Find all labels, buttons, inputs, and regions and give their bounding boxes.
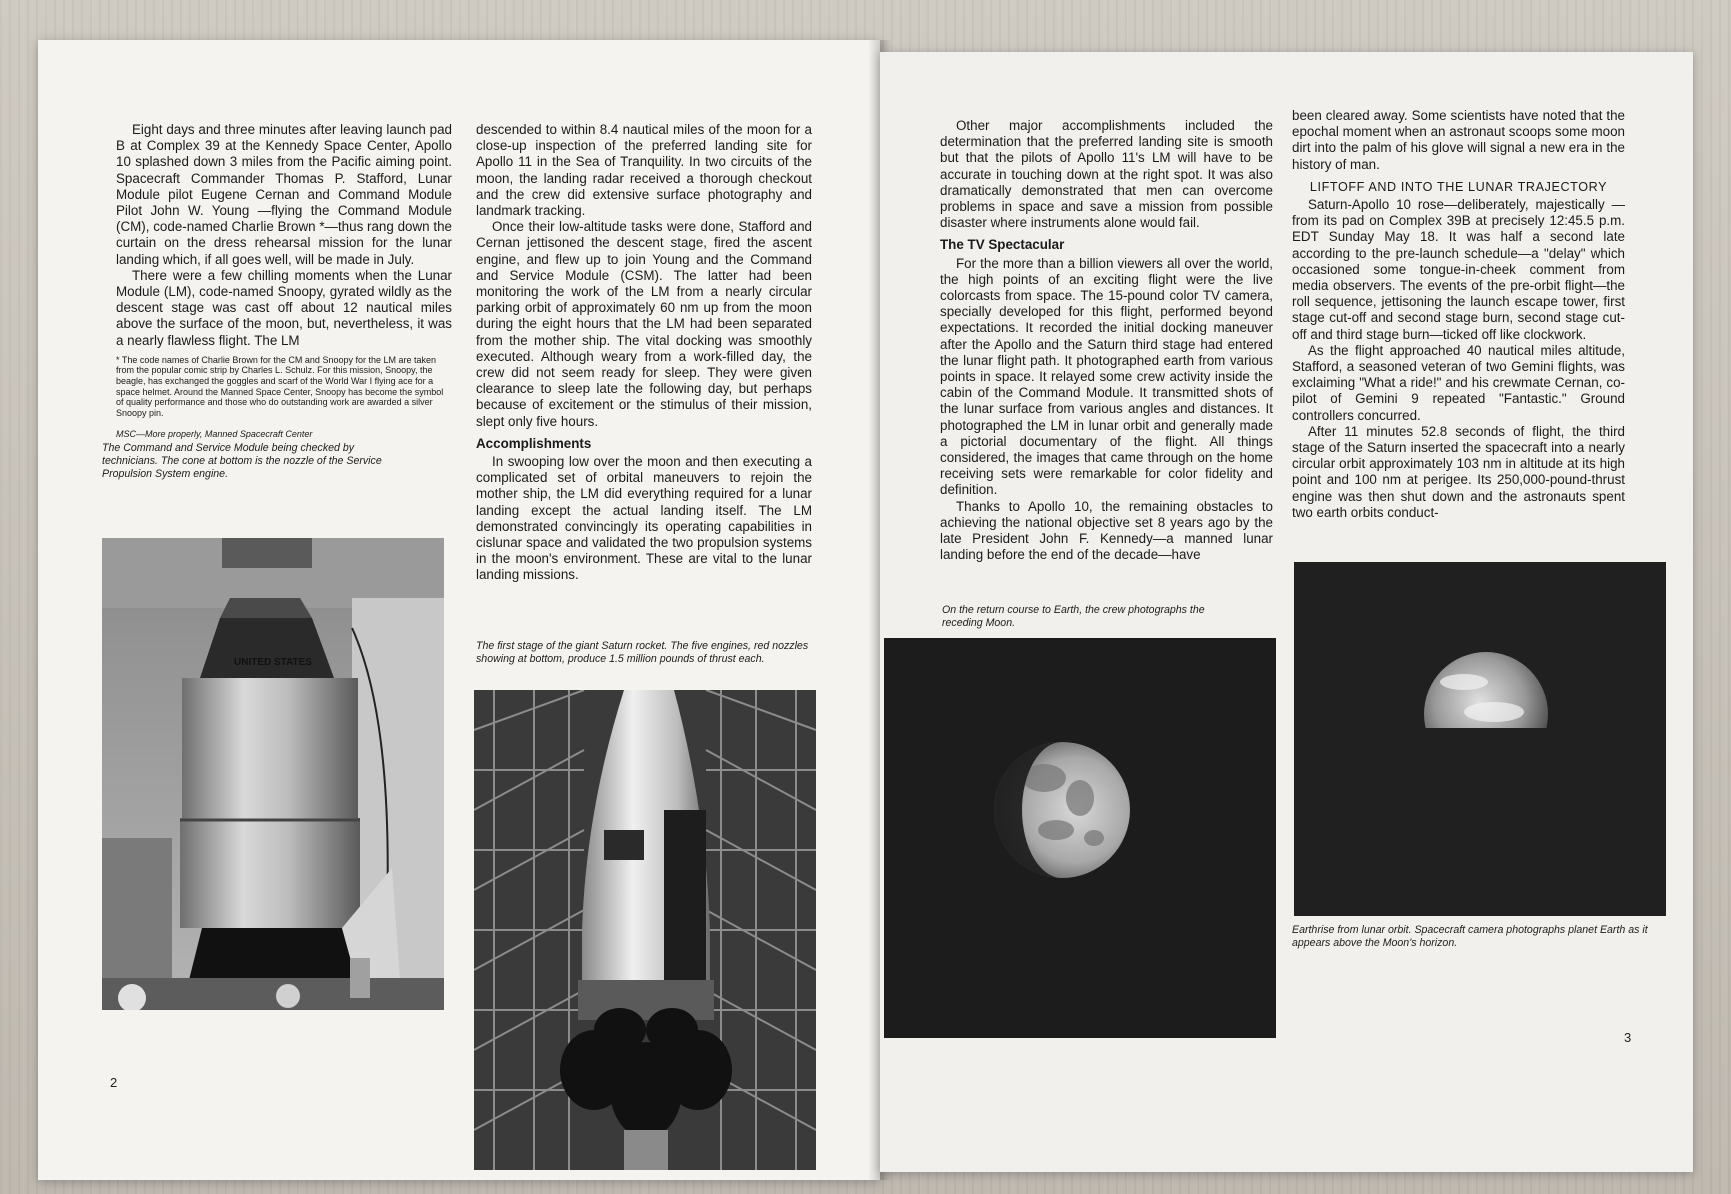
paragraph: As the flight approached 40 nautical miles altitude, Stafford, a seasoned veteran of two Gemini flights, was exclaiming "What a ride!" and his crewmate Cernan, co-pilot of Gemini 9 repeated "Fantastic." Ground controllers concurred. — [1292, 342, 1625, 423]
caption-moon: On the return course to Earth, the crew photographs the receding Moon. — [942, 604, 1205, 629]
right-column-2 — [1292, 108, 1625, 521]
paragraph: There were a few chilling moments when the Lunar Module (LM), code-named Snoopy, gyrated wildly as the descent stage was cast off about 12 nautical miles above the surface of the moon, but, nevertheless, it was a nearly flawless flight. The LM — [116, 267, 452, 348]
earthrise-photo — [1294, 562, 1666, 916]
heading-liftoff: LIFTOFF AND INTO THE LUNAR TRAJECTORY — [1309, 179, 1608, 194]
left-column-2 — [476, 122, 812, 584]
right-page — [880, 52, 1693, 1172]
paragraph: Thanks to Apollo 10, the remaining obstacles to achieving the national objective set 8 years ago by the late President John F. Kennedy—a manned lunar landing before the end of the decade—have — [940, 498, 1273, 563]
heading-tv-spectacular: The TV Spectacular — [940, 237, 1065, 253]
footnote-msc: MSC—More properly, Manned Spacecraft Center — [116, 429, 313, 440]
paragraph: descended to within 8.4 nautical miles of the moon for a close-up inspection of the preferred landing site for Apollo 11 in the Sea of Tranquility. In two circuits of the moon, the landing radar received a thorough checkout and the crew did extensive surface photography and landmark tracking. — [476, 122, 812, 219]
paragraph: Saturn-Apollo 10 rose—deliberately, majestically —from its pad on Complex 39B at precisely 12:45.5 p.m. EDT Sunday May 18. It was half a second late according to the pre-launch schedule—a "delay" which occasioned some tongue-in-cheek comment from media observers. The events of the pre-orbit flight—the roll sequence, jettisoning the launch escape tower, first stage cut-off and second stage burn, second stage cut-off and third stage burn—ticked off like clockwork. — [1292, 197, 1625, 342]
page-number-right: 3 — [1624, 1030, 1632, 1045]
saturn-rocket-photo — [474, 690, 816, 1170]
cm-label: UNITED STATES — [234, 657, 312, 668]
left-column-1 — [116, 122, 452, 443]
paragraph: In swooping low over the moon and then executing a complicated set of orbital maneuvers to rejoin the mother ship, the LM did everything required for a lunar landing except the actual landing itself. The LM demonstrated convincingly its operating capabilities in cislunar space and validated the two propulsion systems in the moon's environment. These are vital to the lunar landing missions. — [476, 454, 812, 583]
caption-earthrise: Earthrise from lunar orbit. Spacecraft camera photographs planet Earth as it appears above the Moon's horizon. — [1292, 924, 1648, 949]
footnote: * The code names of Charlie Brown for the CM and Snoopy for the LM are taken from the popular comic strip by Charles L. Schulz. For this mission, Snoopy, the beagle, has exchanged the goggles and scarf of the World War I flying ace for a space helmet. Around the Manned Space Center, Snoopy has become the symbol of quality performance and those who do outstanding work are awarded a silver Snoopy pin. — [116, 354, 444, 418]
left-page — [38, 40, 880, 1180]
right-column-1 — [940, 118, 1273, 563]
paragraph: been cleared away. Some scientists have noted that the epochal moment when an astronaut scoops some moon dirt into the palm of his glove will signal a new era in the history of man. — [1292, 108, 1625, 172]
heading-accomplishments: Accomplishments — [476, 435, 592, 451]
paragraph: For the more than a billion viewers all over the world, the high points of an exciting flight were the live colorcasts from space. The 15-pound color TV camera, specially developed for this flight, performed beyond expectations. It recorded the initial docking maneuver after the Apollo and the Saturn third stage had entered the lunar flight path. It photographed earth from various points in space. It relayed some crew activity inside the cabin of the Command Module. It transmitted shots of the lunar surface from various angles and distances. It photographed the LM in lunar orbit and generally made a pictorial documentary of the flight. All things considered, the images that came through on the home receiving sets were remarkable for color fidelity and definition. — [940, 255, 1273, 498]
moon-photo — [884, 638, 1276, 1038]
paragraph: After 11 minutes 52.8 seconds of flight, the third stage of the Saturn inserted the spacecraft into a nearly circular orbit approximately 103 nm in altitude at its high point and 100 nm at perigee. Its 250,000-pound-thrust engine was then shut down and the astronauts spent two earth orbits conduct- — [1292, 423, 1625, 520]
paragraph: Once their low-altitude tasks were done, Stafford and Cernan jettisoned the descent stage, fired the ascent engine, and flew up to join Young and the Command and Service Module (CSM). The latter had been monitoring the work of the LM from a nearly circular parking orbit of approximately 60 nm up from the moon during the eight hours that the LM had been separated from the mother ship. The vital docking was smoothly executed. Although weary from a work-filled day, the crew did not seem ready for sleep. They were given clearance to sleep late the following day, but perhaps because of excitement or the stimulus of their mission, slept only five hours. — [476, 219, 812, 429]
paragraph: Eight days and three minutes after leaving launch pad B at Complex 39 at the Kennedy Space Center, Apollo 10 splashed down 3 miles from the Pacific aiming point. Spacecraft Commander Thomas P. Stafford, Lunar Module pilot Eugene Cernan and Command Module Pilot John W. Young —flying the Command Module (CM), code-named Charlie Brown *—thus rang down the curtain on the dress rehearsal mission for the lunar landing which, if all goes well, will be made in July. — [116, 122, 452, 267]
paragraph: Other major accomplishments included the determination that the preferred landing site is smooth but that the pilots of Apollo 11's LM will have to be accurate in touching down at the right spot. It was also dramatically demonstrated that men can overcome problems in space and save a mission from possible disaster where instruments alone would fail. — [940, 118, 1273, 231]
caption-command-module: The Command and Service Module being checked by technicians. The cone at bottom is the nozzle of the Service Propulsion System engine. — [102, 442, 382, 480]
command-module-photo — [102, 538, 444, 1010]
page-number-left: 2 — [110, 1075, 118, 1090]
caption-saturn: The first stage of the giant Saturn rocket. The five engines, red nozzles showing at bottom, produce 1.5 million pounds of thrust each. — [476, 640, 809, 665]
